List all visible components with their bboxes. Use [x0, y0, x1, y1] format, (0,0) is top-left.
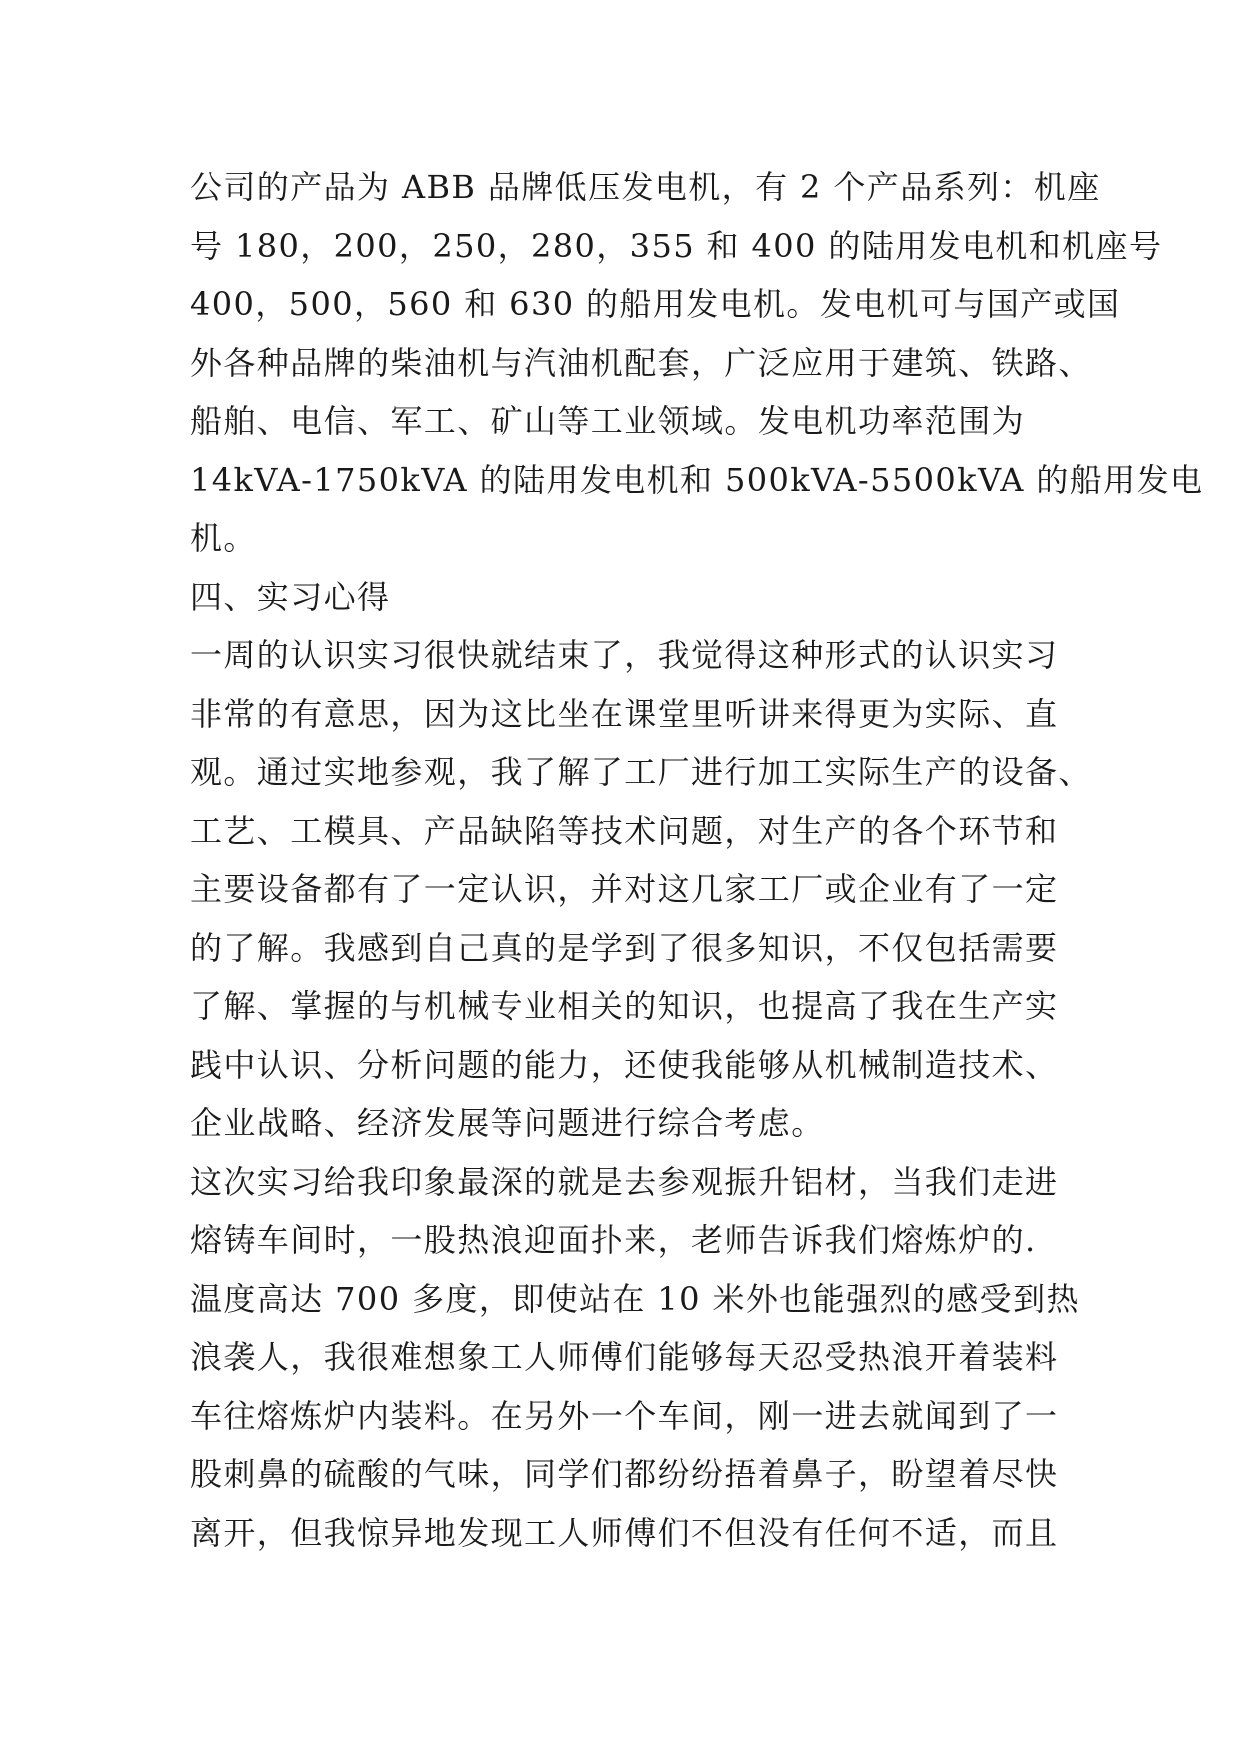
body-text: [190, 158, 1204, 1562]
text-line: 企业战略、经济发展等问题进行综合考虑。: [190, 1104, 825, 1142]
text-line: 浪袭人，我很难想象工人师傅们能够每天忍受热浪开着装料: [190, 1338, 1059, 1376]
text-line: 这次实习给我印象最深的就是去参观振升铝材，当我们走进: [190, 1162, 1059, 1201]
text-line: 船舶、电信、军工、矿山等工业领域。发电机功率范围为: [190, 402, 1026, 440]
text-line: 温度高达 700 多度，即使站在 10 米外也能强烈的感受到热: [190, 1279, 1080, 1318]
text-line: 股刺鼻的硫酸的气味，同学们都纷纷捂着鼻子，盼望着尽快: [190, 1455, 1059, 1493]
text-line: 一周的认识实习很快就结束了，我觉得这种形式的认识实习: [190, 636, 1059, 674]
text-line: 主要设备都有了一定认识，并对这几家工厂或企业有了一定: [190, 870, 1059, 908]
text-line: 了解、掌握的与机械专业相关的知识，也提高了我在生产实: [190, 987, 1059, 1025]
text-line: 14kVA-1750kVA 的陆用发电机和 500kVA-5500kVA 的船用发电: [190, 460, 1204, 499]
text-line: 车往熔炼炉内装料。在另外一个车间，刚一进去就闻到了一: [190, 1396, 1059, 1435]
text-line: 400，500，560 和 630 的船用发电机。发电机可与国产或国: [190, 285, 1121, 323]
text-line: 离开，但我惊异地发现工人师傅们不但没有任何不适，而且: [190, 1513, 1059, 1552]
text-line: 非常的有意思，因为这比坐在课堂里听讲来得更为实际、直: [190, 694, 1059, 733]
text-line: 工艺、工模具、产品缺陷等技术问题，对生产的各个环节和: [190, 811, 1059, 850]
text-line: 的了解。我感到自己真的是学到了很多知识，不仅包括需要: [190, 928, 1059, 967]
text-line: 熔铸车间时，一股热浪迎面扑来，老师告诉我们熔炼炉的.: [190, 1221, 1037, 1259]
text-line: 机。: [190, 519, 257, 557]
text-line: 外各种品牌的柴油机与汽油机配套，广泛应用于建筑、铁路、: [190, 343, 1092, 382]
text-line: 公司的产品为 ABB 品牌低压发电机，有 2 个产品系列：机座: [190, 168, 1101, 206]
text-line: 号 180，200，250，280，355 和 400 的陆用发电机和机座号: [190, 226, 1163, 265]
section-heading: 四、实习心得: [190, 577, 391, 616]
text-line: 观。通过实地参观，我了解了工厂进行加工实际生产的设备、: [190, 753, 1092, 791]
text-line: 践中认识、分析问题的能力，还使我能够从机械制造技术、: [190, 1045, 1059, 1084]
